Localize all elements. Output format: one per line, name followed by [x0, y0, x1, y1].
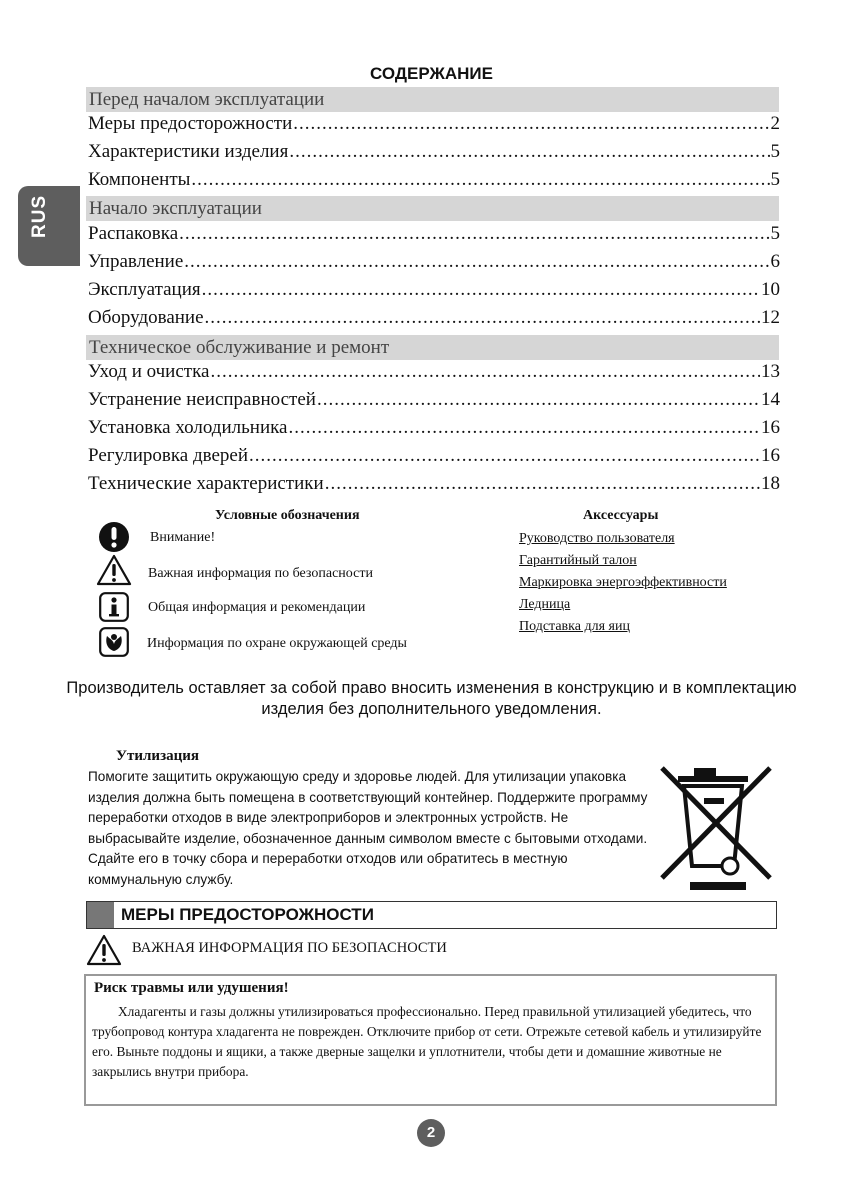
- toc-label: Установка холодильника: [88, 417, 288, 438]
- section-start-label: Начало эксплуатации: [89, 198, 262, 219]
- toc-leader: [191, 167, 769, 193]
- section-maintenance-label: Техническое обслуживание и ремонт: [89, 337, 390, 358]
- toc-label: Эксплуатация: [88, 279, 201, 300]
- toc-row-troubleshooting: [88, 387, 780, 413]
- toc-leader: [184, 249, 769, 275]
- toc-leader: [293, 111, 769, 137]
- accessory-item: Маркировка энергоэффективности: [519, 575, 727, 590]
- toc-page: 10: [761, 279, 780, 300]
- toc-row-precautions: [88, 111, 780, 137]
- legend-warning: Внимание!: [150, 530, 216, 545]
- toc-row-care: [88, 359, 780, 385]
- precautions-header-label: МЕРЫ ПРЕДОСТОРОЖНОСТИ: [121, 905, 374, 924]
- language-tab-label: RUS: [29, 194, 50, 238]
- toc-label: Оборудование: [88, 307, 204, 328]
- toc-label: Регулировка дверей: [88, 445, 249, 466]
- toc-page: 5: [770, 223, 780, 244]
- toc-label: Управление: [88, 251, 184, 272]
- precautions-header: [86, 901, 777, 929]
- legend-title: Условные обозначения: [215, 508, 360, 523]
- toc-page: 16: [761, 417, 780, 438]
- toc-label: Технические характеристики: [88, 473, 324, 494]
- warning-triangle-icon: [86, 934, 122, 966]
- section-maintenance: [86, 335, 779, 360]
- toc-row-installation: [88, 415, 780, 441]
- toc-page: 6: [770, 251, 780, 272]
- toc-leader: [325, 471, 760, 497]
- risk-title: Риск травмы или удушения!: [94, 980, 289, 996]
- toc-label: Характеристики изделия: [88, 141, 289, 162]
- warning-triangle-icon: [96, 554, 132, 586]
- section-before: [86, 87, 779, 112]
- toc-leader: [317, 387, 760, 413]
- accessory-item: Подставка для яиц: [519, 619, 630, 634]
- risk-text: [92, 1002, 772, 1082]
- accessories-title: Аксессуары: [583, 508, 659, 523]
- toc-leader: [210, 359, 760, 385]
- header-block: [87, 902, 114, 928]
- accessory-item: Ледница: [519, 597, 571, 612]
- page-number: 2: [417, 1119, 445, 1147]
- toc-page: 5: [770, 141, 780, 162]
- toc-row-components: [88, 167, 780, 193]
- toc-page: 13: [761, 361, 780, 382]
- risk-text-content: Хладагенты и газы должны утилизироваться профессионально. Перед правильной утилизацией убедитесь, что трубопровод контура хладагента не поврежден. Отключите прибор от сети. Отрежьте сетевой кабель и утилизируйте его. Выньте поддоны и ящики, а также дверные защелки и уплотнители, чтобы дети и домашние животные не закрылись внутри прибора.: [92, 1004, 762, 1079]
- toc-label: Уход и очистка: [88, 361, 210, 382]
- toc-page: 2: [770, 113, 780, 134]
- accessory-item: Руководство пользователя: [519, 531, 675, 546]
- toc-label: Устранение неисправностей: [88, 389, 316, 410]
- toc-leader: [179, 221, 769, 247]
- toc-page: 18: [761, 473, 780, 494]
- toc-page: 12: [761, 307, 780, 328]
- info-icon: [99, 592, 129, 622]
- toc-page: 5: [770, 169, 780, 190]
- toc-label: Компоненты: [88, 169, 191, 190]
- toc-label: Меры предосторожности: [88, 113, 293, 134]
- disposal-text: Помогите защитить окружающую среду и здоровье людей. Для утилизации упаковка изделия должна быть помещена в соответствующий контейнер. Поддержите программу переработки отходов в виде электроприборов и электронных устройств. Не выбрасывайте изделие, обозначенное данным символом вместе с бытовыми отходами. Сдайте его в точку сбора и переработки отходов или обратитесь в местную коммунальную службу.: [88, 769, 648, 887]
- legend-info: Общая информация и рекомендации: [148, 600, 366, 615]
- eco-icon: [99, 627, 129, 657]
- accessory-item: Гарантийный талон: [519, 553, 637, 568]
- toc-row-unpacking: [88, 221, 780, 247]
- section-before-label: Перед началом эксплуатации: [89, 89, 325, 110]
- toc-leader: [289, 139, 769, 165]
- toc-label: Распаковка: [88, 223, 179, 244]
- toc-leader: [249, 443, 760, 469]
- toc-row-specs: [88, 471, 780, 497]
- toc-row-features: [88, 139, 780, 165]
- toc-leader: [202, 277, 760, 303]
- toc-row-doors: [88, 443, 780, 469]
- toc-title: СОДЕРЖАНИЕ: [370, 64, 493, 83]
- toc-row-equipment: [88, 305, 780, 331]
- toc-leader: [205, 305, 760, 331]
- section-start: [86, 196, 779, 221]
- legend-safety: Важная информация по безопасности: [148, 566, 373, 581]
- toc-row-control: [88, 249, 780, 275]
- weee-bin-icon: [656, 758, 776, 894]
- toc-leader: [289, 415, 761, 441]
- disposal-title: Утилизация: [116, 748, 200, 764]
- safety-label: ВАЖНАЯ ИНФОРМАЦИЯ ПО БЕЗОПАСНОСТИ: [132, 940, 447, 956]
- legend-eco: Информация по охране окружающей среды: [147, 636, 407, 651]
- manufacturer-notice: Производитель оставляет за собой право вносить изменения в конструкцию и в комплектацию изделия без дополнительного уведомления.: [66, 679, 797, 718]
- exclamation-circle-icon: [98, 521, 130, 553]
- toc-page: 16: [761, 445, 780, 466]
- language-tab: [18, 186, 80, 266]
- toc-row-operation: [88, 277, 780, 303]
- toc-page: 14: [761, 389, 780, 410]
